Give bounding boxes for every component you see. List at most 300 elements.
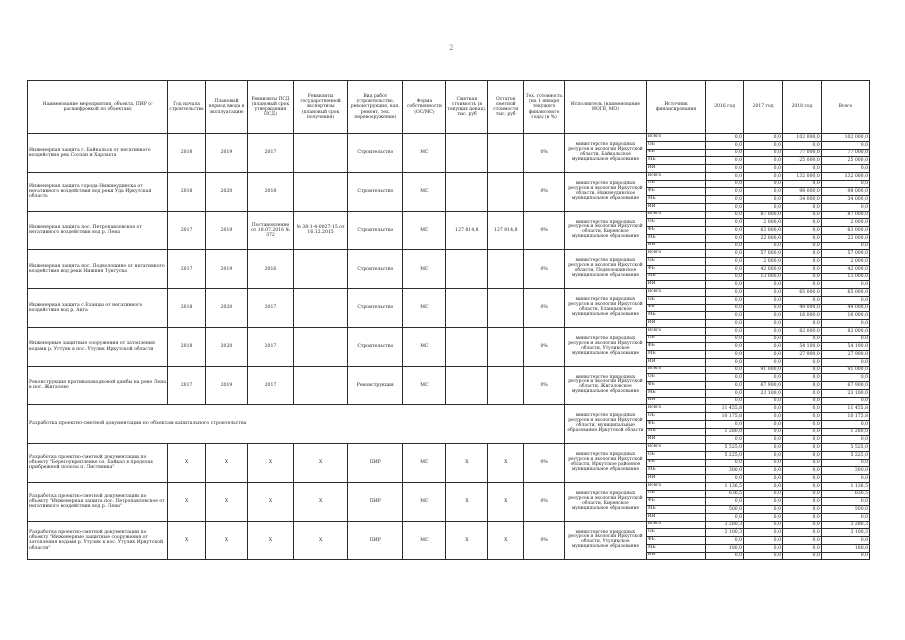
amount-total: 57 000,0 (821, 250, 869, 258)
funding-source: ИИ (646, 475, 705, 483)
funding-source: ОБ (646, 529, 705, 537)
amount-total: 0,0 (821, 165, 869, 173)
expertise-details (293, 366, 347, 405)
amount-total: 3 100,3 (821, 529, 869, 537)
funding-source: ФБ (646, 420, 705, 428)
funding-source: ФБ (646, 382, 705, 390)
plan-period: 2019 (206, 366, 248, 405)
amount-2016: 0,0 (706, 351, 744, 359)
amount-2017: 0,0 (744, 482, 783, 490)
amount-2017: 0,0 (744, 490, 783, 498)
work-type: Строительство (348, 250, 403, 289)
amount-2016: 0,0 (706, 327, 744, 335)
amount-2016: 0,0 (706, 312, 744, 320)
amount-2016: 0,0 (706, 149, 744, 157)
amount-2016: 3 280,3 (706, 521, 744, 529)
start-year: 2018 (168, 327, 206, 366)
readiness: 0% (524, 134, 565, 173)
funding-source: ФБ (646, 459, 705, 467)
amount-total: 0,0 (821, 296, 869, 304)
amount-2018: 0,0 (782, 180, 821, 188)
funding-source: МБ (646, 273, 705, 281)
ownership: МС (403, 444, 446, 483)
ownership: МС (403, 211, 446, 250)
amount-2016: 0,0 (706, 475, 744, 483)
start-year: X (168, 521, 206, 560)
amount-2017: 0,0 (744, 196, 783, 204)
amount-2016: 0,0 (706, 141, 744, 149)
expertise-details (293, 289, 347, 328)
expertise-details (293, 172, 347, 211)
col-header-executor: Исполнитель (наименование ИОГВ, МО) (565, 81, 647, 134)
object-name: Реконструкция противопаводковой дамбы на реке Лена в пос. Жигалово (28, 366, 168, 405)
amount-2018: 54 100,0 (782, 343, 821, 351)
funding-source: ИИ (646, 165, 705, 173)
section-title: Разработка проектно-сметной документации по объектам капитального строительства (28, 405, 565, 444)
amount-2016: 0,0 (706, 250, 744, 258)
funding-source: ИИ (646, 320, 705, 328)
cost-remainder (488, 172, 524, 211)
investment-table (27, 80, 870, 560)
amount-total: 77 000,0 (821, 149, 869, 157)
cost-remainder: 127 814,8 (488, 211, 524, 250)
object-name: Инженерная защита пос. Петропавловское от негативного воздействия вод р. Лена (28, 211, 168, 250)
readiness: 0% (524, 366, 565, 405)
funding-source: Всего (646, 405, 705, 413)
funding-source: ОБ (646, 180, 705, 188)
amount-2016: 300,0 (706, 467, 744, 475)
start-year: 2018 (168, 289, 206, 328)
executor: министерство природных ресурсов и экологии Иркутской области, Киренское муниципальное образование (565, 482, 647, 521)
amount-2016: 0,0 (706, 382, 744, 390)
amount-2017: 0,0 (744, 296, 783, 304)
plan-period: 2020 (206, 327, 248, 366)
start-year: X (168, 482, 206, 521)
expertise-details (293, 134, 347, 173)
amount-2016: 0,0 (706, 265, 744, 273)
amount-total: 25 000,0 (821, 157, 869, 165)
funding-source: ИИ (646, 281, 705, 289)
amount-2016: 0,0 (706, 304, 744, 312)
object-row (28, 366, 870, 374)
psd-details: X (247, 444, 293, 483)
funding-source: ОБ (646, 451, 705, 459)
amount-2018: 0,0 (782, 273, 821, 281)
amount-2016: 0,0 (706, 374, 744, 382)
cost-remainder: X (488, 521, 524, 560)
section-row (28, 405, 870, 413)
plan-period: 2020 (206, 172, 248, 211)
readiness: 0% (524, 289, 565, 328)
amount-2016: 500,0 (706, 506, 744, 514)
amount-total: 0,0 (821, 498, 869, 506)
amount-2017: 0,0 (744, 459, 783, 467)
amount-2017: 0,0 (744, 413, 783, 421)
work-type: ПИР (348, 521, 403, 560)
col-header-remainder: Остаток сметной стоимости тыс. руб (488, 81, 524, 134)
funding-source: ОБ (646, 374, 705, 382)
amount-2016: 0,0 (706, 234, 744, 242)
plan-period: X (206, 482, 248, 521)
col-header-plan-period: Плановый период ввода в эксплуатацию (206, 81, 248, 134)
funding-source: Всего (646, 327, 705, 335)
amount-2018: 0,0 (782, 165, 821, 173)
amount-2018: 0,0 (782, 374, 821, 382)
amount-2017: 0,0 (744, 475, 783, 483)
amount-total: 0,0 (821, 281, 869, 289)
amount-2018: 77 000,0 (782, 149, 821, 157)
col-header-2018: 2018 год (782, 81, 821, 134)
funding-source: ФБ (646, 343, 705, 351)
work-type: ПИР (348, 482, 403, 521)
readiness: 0% (524, 250, 565, 289)
amount-total: 5 225,0 (821, 451, 869, 459)
executor: министерство природных ресурсов и экологии Иркутской области, Киренское муниципальное образование (565, 211, 647, 250)
amount-total: 0,0 (821, 436, 869, 444)
amount-2016: 3 100,3 (706, 529, 744, 537)
readiness: 0% (524, 172, 565, 211)
funding-source: ФБ (646, 265, 705, 273)
amount-2017: 2 000,0 (744, 258, 783, 266)
amount-2018: 0,0 (782, 506, 821, 514)
amount-2018: 0,0 (782, 219, 821, 227)
amount-total: 102 000,0 (821, 134, 869, 142)
amount-total: 82 000,0 (821, 327, 869, 335)
amount-total: 91 000,0 (821, 366, 869, 374)
object-name: Инженерная защита г. Байкальск от негативного воздействия рек Солзан и Харлахта (28, 134, 168, 173)
amount-2017: 13 000,0 (744, 273, 783, 281)
amount-2018: 0,0 (782, 521, 821, 529)
amount-2018: 102 000,0 (782, 134, 821, 142)
amount-2016: 0,0 (706, 397, 744, 405)
readiness: 0% (524, 521, 565, 560)
funding-source: ОБ (646, 141, 705, 149)
amount-2018: 132 000,0 (782, 172, 821, 180)
amount-2018: 0,0 (782, 242, 821, 250)
ownership: МС (403, 134, 446, 173)
start-year: 2018 (168, 172, 206, 211)
amount-2016: 0,0 (706, 420, 744, 428)
estimated-cost: 127 814,8 (446, 211, 488, 250)
amount-2018: 0,0 (782, 358, 821, 366)
amount-2017: 0,0 (744, 157, 783, 165)
amount-2017: 0,0 (744, 312, 783, 320)
amount-2016: 0,0 (706, 537, 744, 545)
funding-source: ОБ (646, 413, 705, 421)
amount-total: 63 000,0 (821, 227, 869, 235)
funding-source: МБ (646, 506, 705, 514)
plan-period: X (206, 444, 248, 483)
col-header-total: Всего (821, 81, 869, 134)
amount-2017: 57 000,0 (744, 250, 783, 258)
amount-2018: 0,0 (782, 537, 821, 545)
estimated-cost (446, 327, 488, 366)
amount-total: 87 000,0 (821, 211, 869, 219)
expertise-details: X (293, 482, 347, 521)
amount-2017: 42 000,0 (744, 265, 783, 273)
object-row (28, 444, 870, 452)
amount-2017: 0,0 (744, 506, 783, 514)
amount-total: 300,0 (821, 467, 869, 475)
funding-source: ФБ (646, 498, 705, 506)
amount-total: 42 000,0 (821, 265, 869, 273)
amount-2016: 0,0 (706, 227, 744, 235)
funding-source: ФБ (646, 149, 705, 157)
amount-2017: 0,0 (744, 141, 783, 149)
amount-2017: 0,0 (744, 529, 783, 537)
object-name: Инженерная защита с.Еланцы от негативного воздействия вод р. Анга (28, 289, 168, 328)
estimated-cost (446, 172, 488, 211)
col-header-readiness: Тех. готовность (на 1 января текущего финансового года) (в %) (524, 81, 565, 134)
psd-details: 2017 (247, 327, 293, 366)
funding-source: Всего (646, 289, 705, 297)
amount-total: 0,0 (821, 537, 869, 545)
amount-total: 3 280,3 (821, 521, 869, 529)
funding-source: ОБ (646, 490, 705, 498)
amount-2017: 0,0 (744, 343, 783, 351)
amount-total: 22 000,0 (821, 234, 869, 242)
amount-2018: 49 000,0 (782, 304, 821, 312)
ownership: МС (403, 172, 446, 211)
readiness: 0% (524, 482, 565, 521)
amount-2018: 0,0 (782, 227, 821, 235)
amount-2017: 0,0 (744, 165, 783, 173)
amount-total: 5 525,0 (821, 444, 869, 452)
object-row (28, 211, 870, 219)
funding-source: Всего (646, 366, 705, 374)
estimated-cost (446, 134, 488, 173)
amount-2016: 0,0 (706, 157, 744, 165)
work-type: Реконструкция (348, 366, 403, 405)
start-year: 2017 (168, 211, 206, 250)
amount-2017: 0,0 (744, 444, 783, 452)
funding-source: ФБ (646, 227, 705, 235)
cost-remainder (488, 327, 524, 366)
amount-total: 0,0 (821, 513, 869, 521)
funding-source: МБ (646, 196, 705, 204)
start-year: 2017 (168, 250, 206, 289)
amount-2018: 0,0 (782, 234, 821, 242)
amount-2016: 636,5 (706, 490, 744, 498)
amount-2016: 0,0 (706, 289, 744, 297)
amount-2017: 0,0 (744, 320, 783, 328)
amount-2018: 0,0 (782, 413, 821, 421)
amount-2018: 0,0 (782, 296, 821, 304)
psd-details: X (247, 521, 293, 560)
plan-period: 2019 (206, 134, 248, 173)
funding-source: МБ (646, 467, 705, 475)
amount-total: 0,0 (821, 203, 869, 211)
amount-2017: 0,0 (744, 304, 783, 312)
amount-total: 0,0 (821, 552, 869, 560)
object-name: Разработка проектно-сметной документации по объекту "Инженерная защита пос. Петропавловское от негативного воздействия вод р. Лена" (28, 482, 168, 521)
amount-2018: 0,0 (782, 366, 821, 374)
amount-2017: 0,0 (744, 451, 783, 459)
funding-source: ИИ (646, 397, 705, 405)
cost-remainder: X (488, 444, 524, 483)
amount-2016: 0,0 (706, 196, 744, 204)
amount-total: 13 000,0 (821, 273, 869, 281)
amount-total: 0,0 (821, 335, 869, 343)
funding-source: Всего (646, 521, 705, 529)
amount-2018: 0,0 (782, 397, 821, 405)
amount-total: 0,0 (821, 459, 869, 467)
object-row (28, 327, 870, 335)
amount-2016: 10 175,8 (706, 413, 744, 421)
amount-2018: 0,0 (782, 475, 821, 483)
estimated-cost: X (446, 521, 488, 560)
amount-2017: 87 000,0 (744, 211, 783, 219)
amount-2018: 0,0 (782, 544, 821, 552)
funding-source: МБ (646, 428, 705, 436)
amount-total: 0,0 (821, 242, 869, 250)
amount-2017: 0,0 (744, 498, 783, 506)
amount-2017: 0,0 (744, 172, 783, 180)
work-type: Строительство (348, 327, 403, 366)
amount-2016: 0,0 (706, 165, 744, 173)
amount-2016: 0,0 (706, 320, 744, 328)
work-type: ПИР (348, 444, 403, 483)
amount-total: 65 000,0 (821, 289, 869, 297)
amount-2017: 91 000,0 (744, 366, 783, 374)
funding-source: ФБ (646, 304, 705, 312)
amount-total: 10 175,8 (821, 413, 869, 421)
cost-remainder (488, 134, 524, 173)
amount-2017: 0,0 (744, 351, 783, 359)
amount-2017: 0,0 (744, 289, 783, 297)
amount-2016: 0,0 (706, 211, 744, 219)
amount-2016: 0,0 (706, 258, 744, 266)
funding-source: ИИ (646, 552, 705, 560)
plan-period: 2019 (206, 211, 248, 250)
amount-total: 0,0 (821, 475, 869, 483)
amount-2016: 0,0 (706, 389, 744, 397)
object-row (28, 134, 870, 142)
funding-source: МБ (646, 351, 705, 359)
col-header-expertise: Реквизиты государственной экспертизы (плановый срок получения) (293, 81, 347, 134)
amount-2018: 0,0 (782, 389, 821, 397)
funding-source: МБ (646, 234, 705, 242)
amount-2016: 180,0 (706, 544, 744, 552)
amount-2017: 0,0 (744, 428, 783, 436)
amount-2018: 0,0 (782, 335, 821, 343)
amount-2018: 0,0 (782, 405, 821, 413)
amount-total: 0,0 (821, 358, 869, 366)
estimated-cost (446, 289, 488, 328)
amount-2018: 0,0 (782, 552, 821, 560)
amount-total: 636,5 (821, 490, 869, 498)
amount-2018: 65 000,0 (782, 289, 821, 297)
amount-total: 1 280,0 (821, 428, 869, 436)
amount-2018: 25 000,0 (782, 157, 821, 165)
col-header-psd: Реквизиты ПСД (плановый срок утверждения ПСД) (247, 81, 293, 134)
object-name: Инженерная защита пос. Подволошино от негативного воздействия вод реки Нижняя Тунгуска (28, 250, 168, 289)
ownership: МС (403, 289, 446, 328)
ownership: МС (403, 250, 446, 289)
amount-total: 500,0 (821, 506, 869, 514)
amount-2016: 0,0 (706, 498, 744, 506)
ownership: МС (403, 521, 446, 560)
amount-2016: 0,0 (706, 335, 744, 343)
ownership: МС (403, 327, 446, 366)
object-name: Разработка проектно-сметной документации по объекту "Инженерные защитные сооружения от затопления водами р. Утулик в пос. Утулик Иркутской области" (28, 521, 168, 560)
amount-total: 34 000,0 (821, 196, 869, 204)
funding-source: МБ (646, 389, 705, 397)
expertise-details: X (293, 444, 347, 483)
funding-source: Всего (646, 444, 705, 452)
executor: министерство природных ресурсов и экологии Иркутской области, Жигаловское муниципальное образование (565, 366, 647, 405)
amount-total: 54 100,0 (821, 343, 869, 351)
amount-total: 0,0 (821, 420, 869, 428)
amount-2017: 0,0 (744, 521, 783, 529)
col-header-2017: 2017 год (744, 81, 783, 134)
cost-remainder: X (488, 482, 524, 521)
object-row (28, 250, 870, 258)
amount-total: 180,0 (821, 544, 869, 552)
amount-2016: 1 136,5 (706, 482, 744, 490)
col-header-2016: 2016 год (706, 81, 744, 134)
col-header-work-type: Вид работ (строительство, реконструкция, кап. ремонт, тех. перевооружение) (348, 81, 403, 134)
object-row (28, 482, 870, 490)
amount-2017: 23 100,0 (744, 389, 783, 397)
start-year: X (168, 444, 206, 483)
amount-2018: 0,0 (782, 459, 821, 467)
amount-2016: 0,0 (706, 436, 744, 444)
work-type: Строительство (348, 172, 403, 211)
amount-total: 23 100,0 (821, 389, 869, 397)
amount-total: 49 000,0 (821, 304, 869, 312)
expertise-details: X (293, 521, 347, 560)
amount-total: 0,0 (821, 180, 869, 188)
page-number: 2 (449, 44, 454, 52)
amount-2018: 0,0 (782, 141, 821, 149)
funding-source: ФБ (646, 537, 705, 545)
object-row (28, 289, 870, 297)
funding-source: ФБ (646, 188, 705, 196)
amount-2016: 0,0 (706, 281, 744, 289)
estimated-cost: X (446, 482, 488, 521)
amount-2017: 0,0 (744, 335, 783, 343)
amount-2017: 22 000,0 (744, 234, 783, 242)
amount-total: 98 000,0 (821, 188, 869, 196)
funding-source: ОБ (646, 335, 705, 343)
funding-source: МБ (646, 312, 705, 320)
amount-2018: 0,0 (782, 436, 821, 444)
funding-source: ИИ (646, 358, 705, 366)
amount-2018: 0,0 (782, 467, 821, 475)
amount-2017: 0,0 (744, 358, 783, 366)
readiness: 0% (524, 211, 565, 250)
amount-2017: 0,0 (744, 281, 783, 289)
object-row (28, 521, 870, 529)
header-row (28, 81, 870, 134)
amount-total: 11 455,8 (821, 405, 869, 413)
amount-2018: 0,0 (782, 482, 821, 490)
amount-2016: 0,0 (706, 513, 744, 521)
amount-2018: 0,0 (782, 420, 821, 428)
amount-total: 27 900,0 (821, 351, 869, 359)
plan-period: X (206, 521, 248, 560)
amount-total: 1 136,5 (821, 482, 869, 490)
amount-total: 132 000,0 (821, 172, 869, 180)
amount-2016: 0,0 (706, 172, 744, 180)
amount-2017: 0,0 (744, 397, 783, 405)
amount-2016: 1 280,0 (706, 428, 744, 436)
start-year: 2018 (168, 134, 206, 173)
amount-2018: 16 000,0 (782, 312, 821, 320)
funding-source: ОБ (646, 258, 705, 266)
ownership: МС (403, 366, 446, 405)
